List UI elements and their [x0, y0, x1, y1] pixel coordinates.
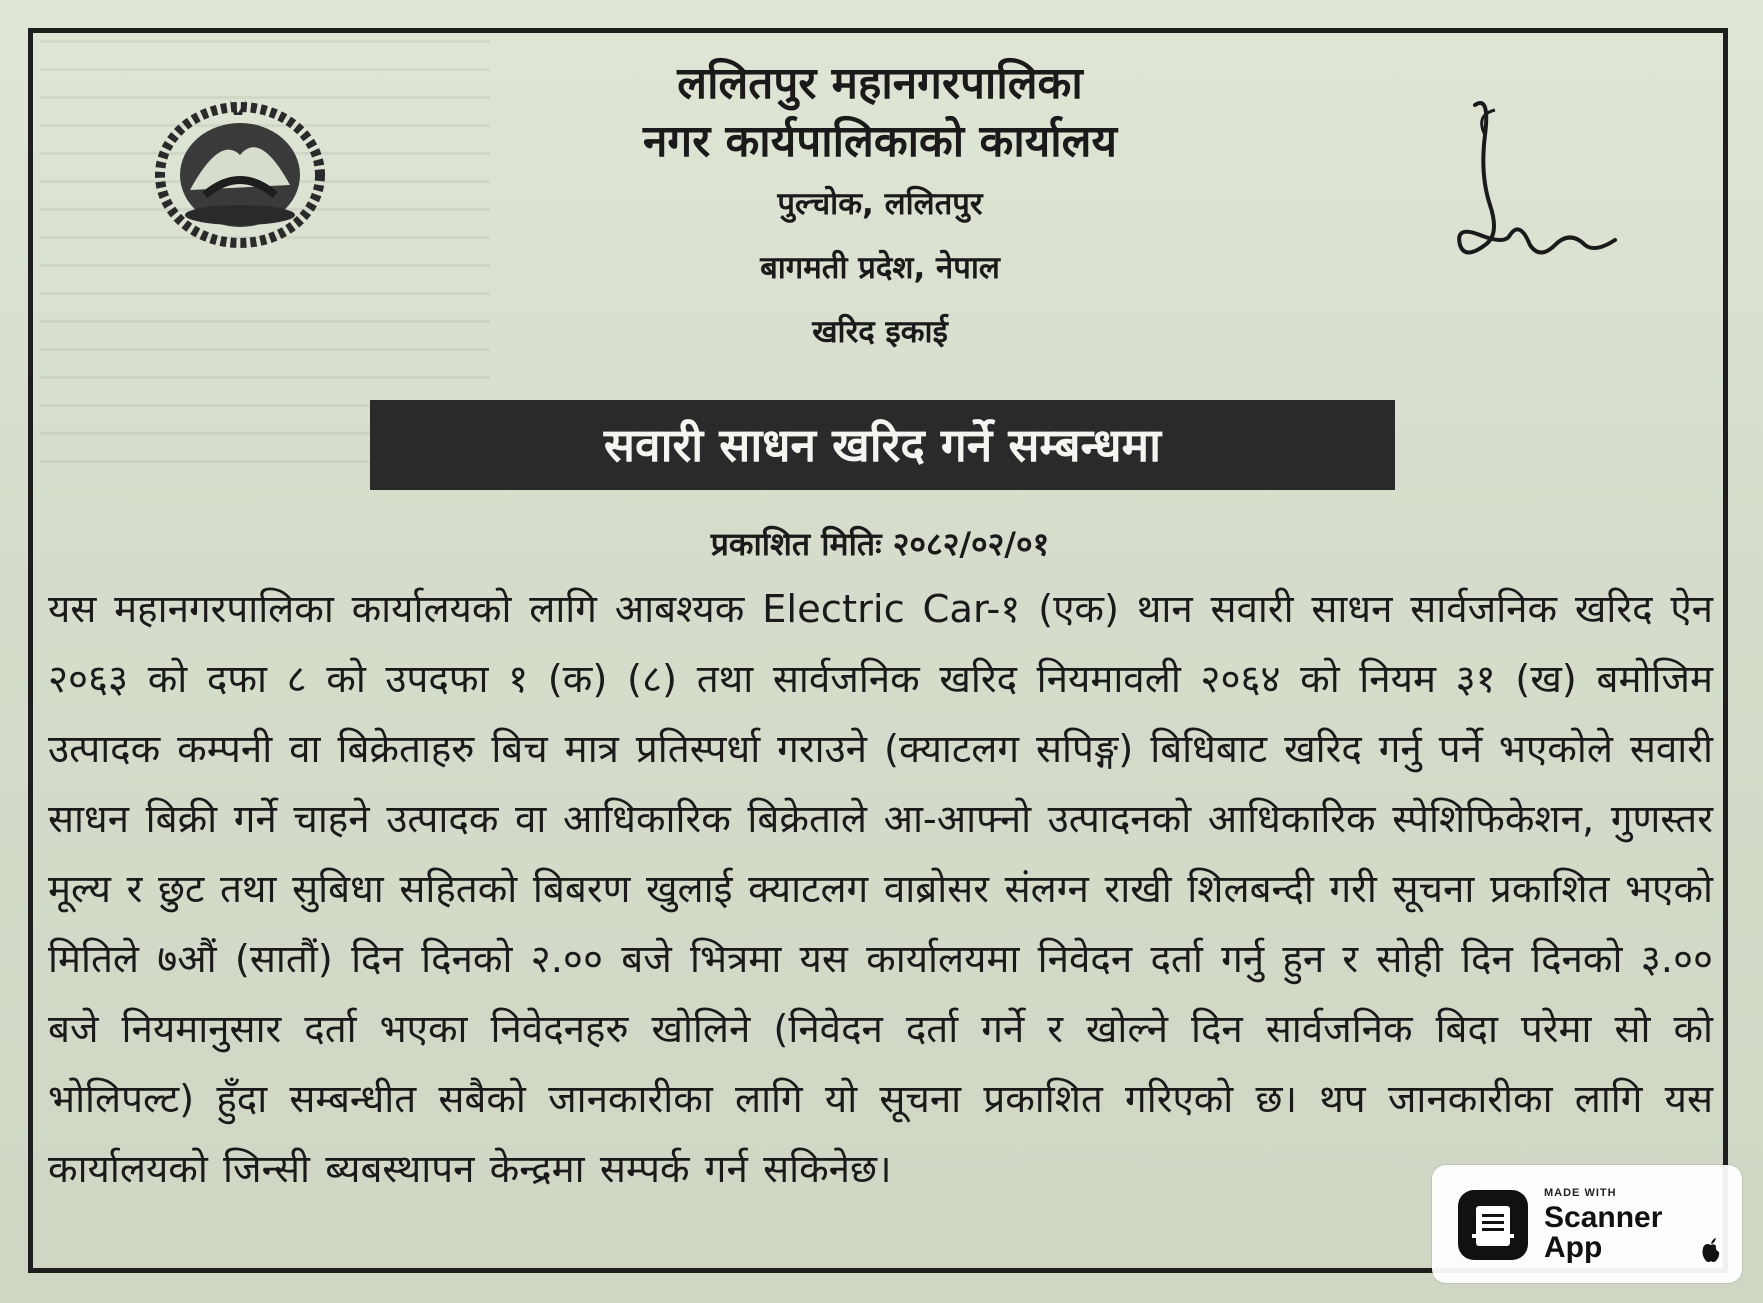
organization-name: ललितपुर महानगरपालिका: [677, 58, 1083, 109]
nepal-emblem-icon: [150, 95, 330, 250]
app-name: Scanner App: [1544, 1201, 1663, 1264]
office-name: नगर कार्यपालिकाको कार्यालय: [643, 116, 1117, 167]
notice-body: यस महानगरपालिका कार्यालयको लागि आबश्यक Electric Car-१ (एक) थान सवारी साधन सार्वजनिक खरिद ऐन २०६३ को दफा ८ को उपदफा १ (क) (८) तथा सार्वजनिक खरिद नियमावली २०६४ को नियम ३१ (ख) बमोजिम उत्पादक कम्पनी वा बिक्रेताहरु बिच मात्र प्रतिस्पर्धा गराउने (क्याटलग सपिङ्ग) बिधिबाट खरिद गर्नु पर्ने भएकोले सवारी साधन बिक्री गर्ने चाहने उत्पादक वा आधिकारिक बिक्रेताले आ-आफ्नो उत्पादनको आधिकारिक स्पेशिफिकेशन, गुणस्तर मूल्य र छुट तथा सुबिधा सहितको बिबरण खुलाई क्याटलग वाब्रोसर संलग्न राखी शिलबन्दी गरी सूचना प्रकाशित भएको मितिले ७औं (सातौं) दिन दिनको २.०० बजे भित्रमा यस कार्यालयमा निवेदन दर्ता गर्नु हुन र सोही दिन दिनको ३.०० बजे नियमानुसार दर्ता भएका निवेदनहरु खोलिने (निवेदन दर्ता गर्ने र खोल्ने दिन सार्वजनिक बिदा परेमा सो को भोलिपल्ट) हुँदा सम्बन्धीत सबैको जानकारीका लागि यो सूचना प्रकाशित गरिएको छ। थप जानकारीका लागि यस कार्यालयको जिन्सी ब्यबस्थापन केन्द्रमा सम्पर्क गर्न सकिनेछ।: [48, 587, 1713, 1192]
scanner-app-icon: [1458, 1190, 1528, 1260]
province-country: बागमती प्रदेश, नेपाल: [760, 250, 1000, 286]
procurement-unit: खरिद इकाई: [812, 314, 948, 350]
published-date: प्रकाशित मितिः २०८२/०२/०१: [710, 525, 1050, 563]
office-location: पुल्चोक, ललितपुर: [777, 186, 983, 222]
apple-logo-icon: [1700, 1237, 1722, 1263]
notice-title-banner: सवारी साधन खरिद गर्ने सम्बन्धमा: [370, 400, 1395, 490]
made-with-label: MADE WITH: [1544, 1187, 1617, 1199]
signature-icon: [1445, 95, 1620, 275]
scanner-app-watermark: [1432, 1165, 1742, 1283]
notice-header: [380, 55, 1380, 355]
